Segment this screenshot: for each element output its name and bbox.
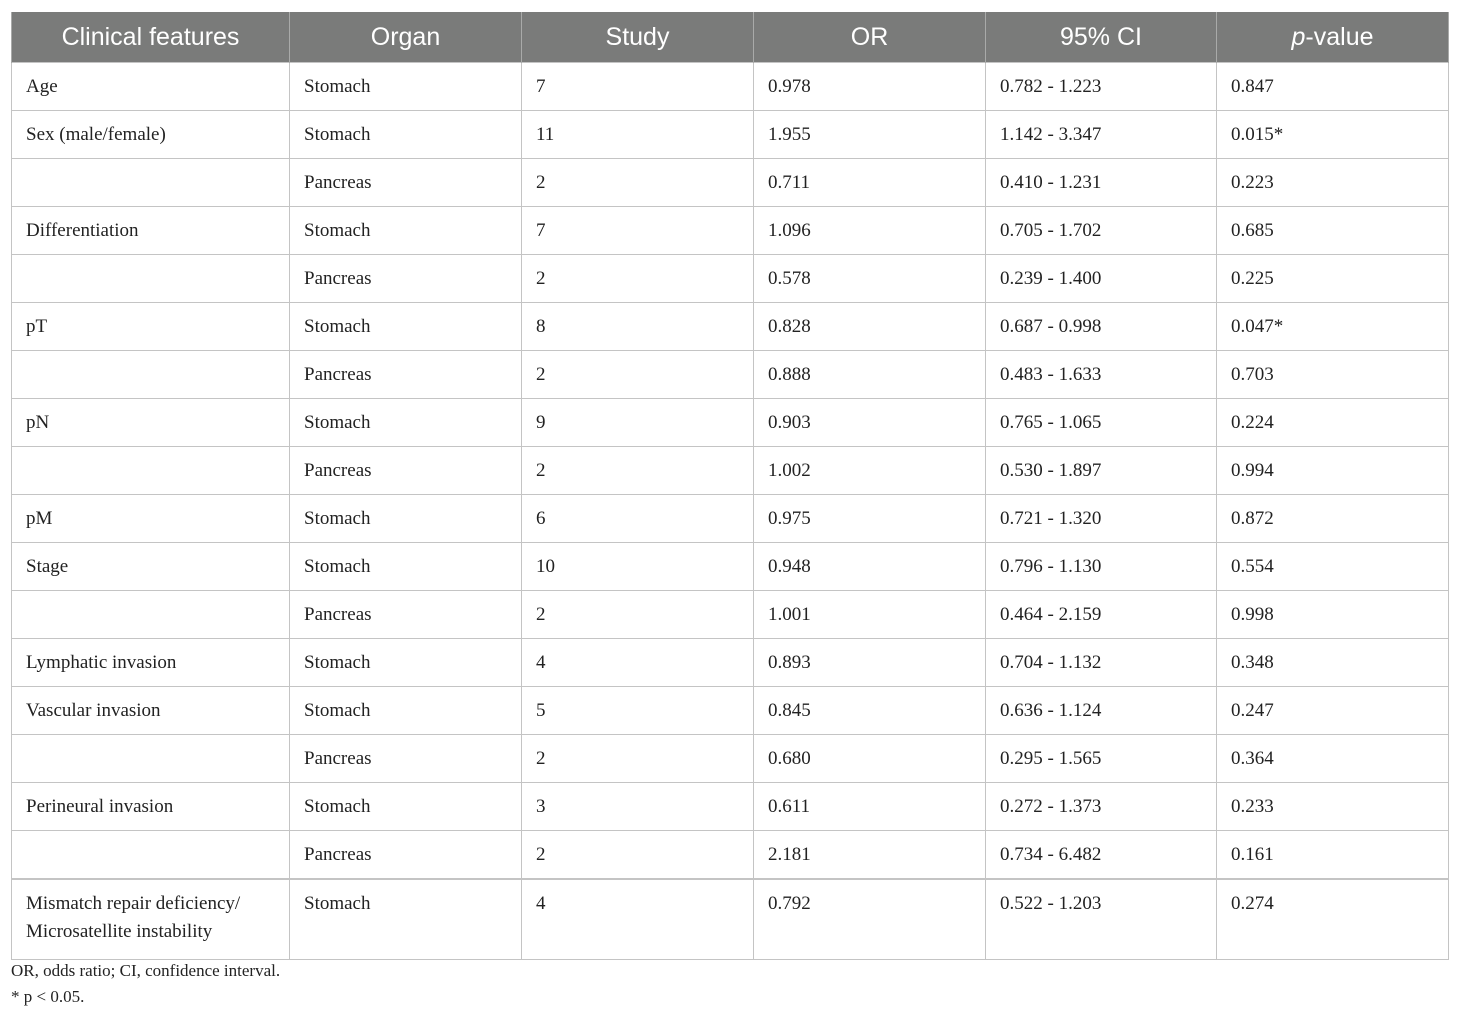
cell-or: 0.893	[754, 639, 986, 687]
cell-ci: 0.410 - 1.231	[986, 159, 1217, 207]
cell-p-value: 0.847	[1217, 63, 1449, 111]
cell-p-value: 0.348	[1217, 639, 1449, 687]
footnote-significance: * p < 0.05.	[11, 987, 85, 1006]
cell-study: 7	[522, 207, 754, 255]
cell-or: 0.978	[754, 63, 986, 111]
cell-study: 4	[522, 879, 754, 960]
cell-or: 0.948	[754, 543, 986, 591]
cell-clinical-feature	[12, 879, 290, 960]
table-row	[12, 63, 1449, 111]
cell-clinical-feature	[12, 831, 290, 880]
table-body	[12, 63, 1449, 960]
cell-or: 0.711	[754, 159, 986, 207]
cell-study: 3	[522, 783, 754, 831]
cell-study: 2	[522, 591, 754, 639]
cell-p-value: 0.364	[1217, 735, 1449, 783]
cell-ci: 0.636 - 1.124	[986, 687, 1217, 735]
header-p-italic: p	[1291, 22, 1306, 51]
cell-organ: Stomach	[290, 399, 522, 447]
cell-organ: Pancreas	[290, 831, 522, 880]
cell-clinical-feature: Perineural invasion	[12, 783, 290, 831]
header-row	[12, 12, 1449, 63]
cell-organ: Stomach	[290, 303, 522, 351]
cell-or: 0.611	[754, 783, 986, 831]
header-organ: Organ	[290, 12, 522, 63]
cell-study: 8	[522, 303, 754, 351]
cell-organ: Pancreas	[290, 255, 522, 303]
cell-ci: 0.705 - 1.702	[986, 207, 1217, 255]
cell-p-value: 0.233	[1217, 783, 1449, 831]
cell-clinical-feature: Age	[12, 63, 290, 111]
cell-ci: 0.272 - 1.373	[986, 783, 1217, 831]
cell-clinical-feature: Lymphatic invasion	[12, 639, 290, 687]
cell-organ: Pancreas	[290, 447, 522, 495]
cell-organ: Stomach	[290, 207, 522, 255]
cell-clinical-feature: Stage	[12, 543, 290, 591]
table-header	[12, 12, 1449, 63]
cell-organ: Stomach	[290, 879, 522, 960]
cell-study: 2	[522, 831, 754, 880]
cell-or: 0.903	[754, 399, 986, 447]
cell-clinical-feature	[12, 447, 290, 495]
cell-or: 1.002	[754, 447, 986, 495]
cell-clinical-feature: Sex (male/female)	[12, 111, 290, 159]
cell-study: 2	[522, 447, 754, 495]
header-clinical-features: Clinical features	[12, 12, 290, 63]
cell-organ: Stomach	[290, 639, 522, 687]
cell-p-value: 0.274	[1217, 879, 1449, 960]
cell-clinical-feature	[12, 159, 290, 207]
cell-or: 0.792	[754, 879, 986, 960]
cell-p-value: 0.872	[1217, 495, 1449, 543]
table-row	[12, 399, 1449, 447]
cell-ci: 0.721 - 1.320	[986, 495, 1217, 543]
cell-p-value: 0.225	[1217, 255, 1449, 303]
table-row	[12, 495, 1449, 543]
cell-study: 9	[522, 399, 754, 447]
cell-clinical-feature: Differentiation	[12, 207, 290, 255]
cell-p-value: 0.247	[1217, 687, 1449, 735]
cell-p-value: 0.224	[1217, 399, 1449, 447]
cell-organ: Stomach	[290, 63, 522, 111]
results-table-container	[11, 12, 1448, 960]
cell-or: 0.680	[754, 735, 986, 783]
cell-or: 0.975	[754, 495, 986, 543]
table-row	[12, 111, 1449, 159]
feature-line-1: Mismatch repair deficiency/	[26, 893, 241, 914]
cell-clinical-feature	[12, 351, 290, 399]
table-row	[12, 639, 1449, 687]
cell-clinical-feature	[12, 255, 290, 303]
cell-p-value: 0.161	[1217, 831, 1449, 880]
cell-organ: Stomach	[290, 543, 522, 591]
cell-or: 0.828	[754, 303, 986, 351]
table-row	[12, 159, 1449, 207]
cell-p-value: 0.994	[1217, 447, 1449, 495]
header-p-rest: -value	[1305, 22, 1374, 51]
table-row	[12, 591, 1449, 639]
table-row	[12, 543, 1449, 591]
cell-organ: Pancreas	[290, 351, 522, 399]
cell-study: 2	[522, 255, 754, 303]
table-row	[12, 831, 1449, 880]
cell-ci: 1.142 - 3.347	[986, 111, 1217, 159]
cell-or: 1.001	[754, 591, 986, 639]
cell-ci: 0.464 - 2.159	[986, 591, 1217, 639]
cell-study: 11	[522, 111, 754, 159]
cell-ci: 0.796 - 1.130	[986, 543, 1217, 591]
table-row	[12, 255, 1449, 303]
cell-ci: 0.295 - 1.565	[986, 735, 1217, 783]
cell-or: 2.181	[754, 831, 986, 880]
cell-ci: 0.239 - 1.400	[986, 255, 1217, 303]
table-row	[12, 735, 1449, 783]
cell-or: 1.955	[754, 111, 986, 159]
cell-p-value: 0.703	[1217, 351, 1449, 399]
cell-organ: Stomach	[290, 495, 522, 543]
cell-p-value: 0.554	[1217, 543, 1449, 591]
footnote-abbreviations: OR, odds ratio; CI, confidence interval.	[11, 961, 281, 980]
cell-or: 0.888	[754, 351, 986, 399]
cell-study: 2	[522, 159, 754, 207]
cell-organ: Pancreas	[290, 735, 522, 783]
cell-ci: 0.782 - 1.223	[986, 63, 1217, 111]
cell-study: 7	[522, 63, 754, 111]
cell-ci: 0.734 - 6.482	[986, 831, 1217, 880]
cell-clinical-feature	[12, 735, 290, 783]
cell-p-value: 0.047*	[1217, 303, 1449, 351]
cell-p-value: 0.015*	[1217, 111, 1449, 159]
table-row-mmr	[12, 879, 1449, 960]
table-footnotes	[11, 958, 280, 1010]
header-95-ci: 95% CI	[986, 12, 1217, 63]
cell-p-value: 0.998	[1217, 591, 1449, 639]
cell-study: 10	[522, 543, 754, 591]
cell-study: 4	[522, 639, 754, 687]
cell-clinical-feature: Vascular invasion	[12, 687, 290, 735]
cell-clinical-feature	[12, 591, 290, 639]
cell-organ: Stomach	[290, 783, 522, 831]
cell-clinical-feature: pM	[12, 495, 290, 543]
header-study: Study	[522, 12, 754, 63]
cell-organ: Pancreas	[290, 159, 522, 207]
table-row	[12, 687, 1449, 735]
cell-study: 2	[522, 351, 754, 399]
header-p-value	[1217, 12, 1449, 63]
cell-ci: 0.530 - 1.897	[986, 447, 1217, 495]
cell-or: 0.845	[754, 687, 986, 735]
cell-study: 2	[522, 735, 754, 783]
cell-clinical-feature: pT	[12, 303, 290, 351]
cell-organ: Pancreas	[290, 591, 522, 639]
table-row	[12, 207, 1449, 255]
table-row	[12, 351, 1449, 399]
table-row	[12, 447, 1449, 495]
cell-organ: Stomach	[290, 687, 522, 735]
cell-ci: 0.704 - 1.132	[986, 639, 1217, 687]
cell-ci: 0.687 - 0.998	[986, 303, 1217, 351]
cell-p-value: 0.685	[1217, 207, 1449, 255]
table-row	[12, 303, 1449, 351]
cell-clinical-feature: pN	[12, 399, 290, 447]
feature-line-2: Microsatellite instability	[26, 921, 213, 942]
cell-or: 1.096	[754, 207, 986, 255]
table-row	[12, 783, 1449, 831]
cell-study: 5	[522, 687, 754, 735]
results-table	[11, 12, 1449, 960]
cell-organ: Stomach	[290, 111, 522, 159]
header-or: OR	[754, 12, 986, 63]
cell-p-value: 0.223	[1217, 159, 1449, 207]
cell-ci: 0.522 - 1.203	[986, 879, 1217, 960]
cell-or: 0.578	[754, 255, 986, 303]
cell-ci: 0.483 - 1.633	[986, 351, 1217, 399]
cell-ci: 0.765 - 1.065	[986, 399, 1217, 447]
cell-study: 6	[522, 495, 754, 543]
